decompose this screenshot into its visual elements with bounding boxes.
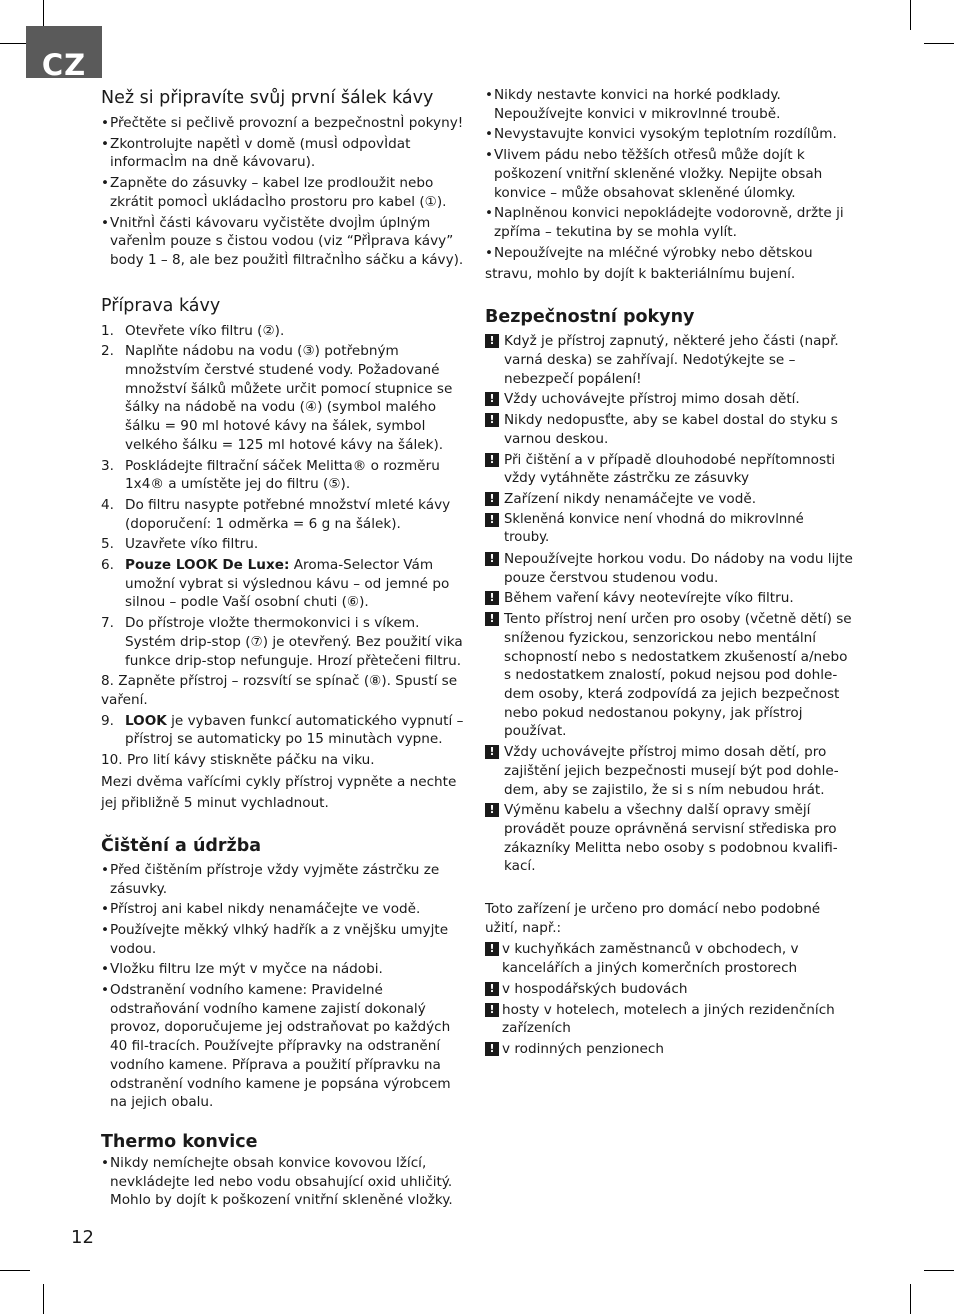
step-item: 7. Do přístroje vložte thermokonvici i s víkem. Systém drip-stop (⑦) je otevřený. Bez použití vika funkce drip-stop nefunguje. Hrozí přètečeni filtru. <box>101 615 463 669</box>
section-title-cleaning: Čištění a údržba <box>101 835 262 856</box>
warning-item: ! Při čištění a v případě dlouhodobé nepřítomnosti vždy vytáhněte zástrčku ze zásuvky <box>485 451 853 488</box>
crop-mark <box>910 0 911 30</box>
step-item: 9. LOOK je vybaven funkcí automatického vypnutí – přístroj se automaticky po 15 minutàch vypne. <box>101 712 464 748</box>
exclamation-icon: ! <box>485 513 499 527</box>
list-item: • Nevystavujte konvici vysokým teplotním rozdílům. <box>485 125 853 144</box>
step-item: 10. Pro lití kávy stiskněte páčku na viku. <box>101 752 375 769</box>
list-item: • Zkontrolujte napětÌ v domě (musÌ odpovÌdat informacÌm na dně kávovaru). <box>101 135 469 172</box>
exclamation-icon: ! <box>485 492 499 506</box>
exclamation-icon: ! <box>485 612 499 626</box>
warning-item: ! Zařízení nikdy nenamáčejte ve vodě. <box>485 490 853 509</box>
cooling-note: Mezi dvěma vařícími cykly přístroj vypněte a nechte jej přibližně 5 minut vychladnout. <box>101 773 457 811</box>
step-item: 6. Pouze LOOK De Luxe: Aroma-Selector Vám umožní vybrat si výslednou kávu – od jemné po silnou – podle Vaší osobní chuti (⑥). <box>101 557 450 611</box>
list-item: • Přístroj ani kabel nikdy nenamáčejte ve vodě. <box>101 900 469 919</box>
exclamation-icon: ! <box>485 803 499 817</box>
warning-item: ! Když je přístroj zapnutý, některé jeho části (např. varná deska) se zahřívají. Nedotýkejte se – nebezpečí popálení! <box>485 332 853 388</box>
crop-mark <box>924 1270 954 1271</box>
list-item-continuation: stravu, mohlo by dojít k bakteriálnímu bujení. <box>485 266 796 283</box>
step-item: 2. Naplňte nádobu na vodu (③) potřebným množstvím čerstvé studené vody. Požadované množství šálků můžete určit pomocí stupnice se šálky na nádobě na vodu (④) (symbol malého šálku = 90 ml hotové kávy na šálek, symbol velkého šálku = 125 ml hotové kávy na šálek). <box>101 343 453 453</box>
section-title-first-cup: Než si připravíte svůj první šálek kávy <box>101 88 434 108</box>
list-item: • Naplněnou konvici nepokládejte vodorovně, držte ji zpříma – tekutina by se mohla vylít. <box>485 204 853 241</box>
crop-mark <box>43 1284 44 1314</box>
coffee-prep-steps <box>101 322 469 770</box>
section-title-coffee-prep: Příprava kávy <box>101 295 221 316</box>
warning-item: ! Tento přístroj není určen pro osoby (včetně dětí) se sníženou fyzickou, senzorickou nebo mentální schopností nebo s nedostatkem zkušeností a/nebo s nedostatkem znalostí, pokud nejsou pod dohle-dem osoby, která zodpovídá za jejich bezpečnost nebo pokud nedostanou pokyny, jak přístroj používat. <box>485 610 853 741</box>
list-item: • Používejte měkký vlhký hadřík a z vnějšku umyjte vodou. <box>101 921 469 958</box>
list-item: • VnitřnÌ části kávovaru vyčistěte dvojÌm úplným vařenÌm pouze s čistou vodou (viz “PřÌprava kávy” body 1 – 8, ale bez použitÌ filtračnÌho sáčku a kávy). <box>101 214 469 270</box>
exclamation-icon: ! <box>485 413 499 427</box>
warning-item: ! Nepoužívejte horkou vodu. Do nádoby na vodu lijte pouze čerstvou studenou vodu. <box>485 550 853 587</box>
page-number: 12 <box>71 1227 94 1248</box>
warning-item: ! Nikdy nedopusťte, aby se kabel dostal do styku s varnou deskou. <box>485 411 853 448</box>
safety-list <box>485 332 853 876</box>
thermo-jug-list <box>101 1154 469 1210</box>
exclamation-icon: ! <box>485 745 499 759</box>
step-item: 4. Do filtru nasypte potřebné množství mleté kávy (doporučení: 1 odměrka = 6 g na šálek). <box>101 496 451 532</box>
exclamation-icon: ! <box>485 453 499 467</box>
exclamation-icon: ! <box>485 982 499 996</box>
right-column <box>485 86 853 1061</box>
usage-item: ! hosty v hotelech, motelech a jiných rezidenčních zařízeních <box>485 1001 853 1038</box>
list-item: • Vlivem pádu nebo těžších otřesů může dojít k poškození vnitřní skleněné vložky. Nepijte obsah konvice – může obsahovat skleněné úlomky. <box>485 146 853 202</box>
list-item: • Vložku filtru lze mýt v myčce na nádobi. <box>101 960 469 979</box>
exclamation-icon: ! <box>485 942 499 956</box>
exclamation-icon: ! <box>485 1042 499 1056</box>
exclamation-icon: ! <box>485 392 499 406</box>
warning-item: ! Během vaření kávy neotevírejte víko filtru. <box>485 589 853 608</box>
usage-item: ! v kuchyňkách zaměstnanců v obchodech, v kancelářích a jiných komerčních prostorech <box>485 940 853 977</box>
step-item: 3. Poskládejte filtrační sáček Melitta® o rozměru 1x4® a umístěte jej do filtru (⑤). <box>101 457 440 493</box>
list-item: • Nikdy nemíchejte obsah konvice kovovou lžící, nevkládejte led nebo vodu obsahující oxid uhličitý. Mohlo by dojít k poškození vnitřní skleněné vložky. <box>101 1154 469 1210</box>
list-item: • Odstranění vodního kamene: Pravidelné odstraňování vodního kamene zajistí dokonalý provoz, doporučujeme jej odstraňovat po každých 40 fil-tracích. Používejte přípravky na odstranění vodního kamene. Příprava a použití přípravku na odstranění vodního kamene je popsána výrobcem na jejich obalu. <box>101 981 469 1112</box>
warning-item: ! Skleněná konvice není vhodná do mikrovlnné trouby. <box>485 511 853 548</box>
language-tab: CZ <box>26 26 102 78</box>
exclamation-icon: ! <box>485 591 499 605</box>
step-item: 1. Otevřete víko filtru (②). <box>101 322 285 339</box>
crop-mark <box>0 1270 30 1271</box>
usage-list <box>485 940 853 1058</box>
usage-item: ! v rodinných penzionech <box>485 1040 853 1059</box>
warning-item: ! Vždy uchovávejte přístroj mimo dosah dětí. <box>485 390 853 409</box>
usage-item: ! v hospodářských budovách <box>485 980 853 999</box>
exclamation-icon: ! <box>485 552 499 566</box>
first-cup-list <box>101 114 469 270</box>
list-item: • Před čištěním přístroje vždy vyjměte zástrčku ze zásuvky. <box>101 861 469 898</box>
warning-item: ! Výměnu kabelu a všechny další opravy smějí provádět pouze oprávněná servisní střediska pro zákazníky Melitta nebo osoby s podobnou kvalifi-kací. <box>485 801 853 876</box>
exclamation-icon: ! <box>485 1003 499 1017</box>
exclamation-icon: ! <box>485 334 499 348</box>
cleaning-list <box>101 861 469 1112</box>
list-item: • Nepoužívejte na mléčné výrobky nebo dětskou <box>485 244 853 263</box>
left-column <box>101 86 469 1212</box>
step-item: 8. Zapněte přístroj – rozsvítí se spínač (⑧). Spustí se vaření. <box>101 673 458 708</box>
list-item: • Zapněte do zásuvky – kabel lze prodloužit nebo zkrátit pomocÌ ukládacÌho prostoru pro kabel (①). <box>101 174 469 211</box>
step-item: 5. Uzavřete víko filtru. <box>101 536 259 553</box>
list-item: • Nikdy nestavte konvici na horké podklady. Nepoužívejte konvici v mikrovlnné troubě. <box>485 86 853 123</box>
thermo-jug-list-continued <box>485 86 853 262</box>
usage-intro: Toto zařízení je určeno pro domácí nebo podobné užití, např.: <box>485 901 821 936</box>
crop-mark <box>924 43 954 44</box>
section-title-thermo-jug: Thermo konvice <box>101 1131 258 1152</box>
list-item: • Přečtěte si pečlivě provozní a bezpečnostnÌ pokyny! <box>101 114 469 133</box>
warning-item: ! Vždy uchovávejte přístroj mimo dosah dětí, pro zajištění jejich bezpečnosti musejí být pod dohle-dem, aby se zajistilo, že si s ním nebudou hrát. <box>485 743 853 799</box>
section-title-safety: Bezpečnostní pokyny <box>485 307 695 328</box>
crop-mark <box>910 1284 911 1314</box>
